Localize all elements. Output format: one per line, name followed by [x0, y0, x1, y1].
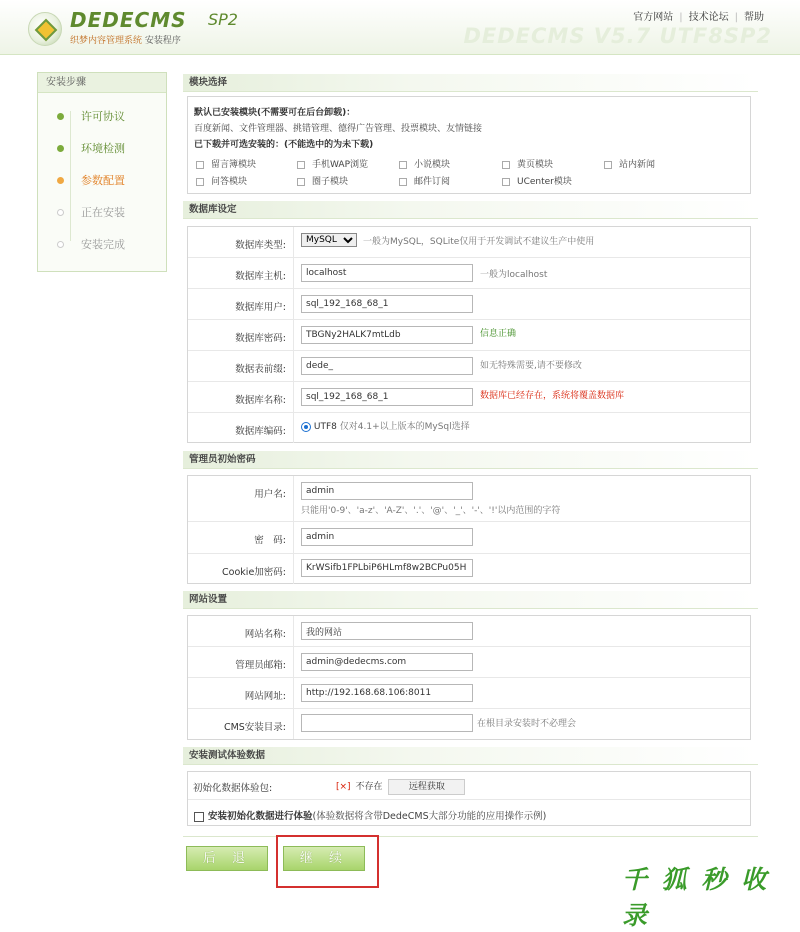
db-charset-label: 数据库编码:	[235, 426, 286, 437]
module-circle[interactable]: 圈子模块	[297, 174, 348, 187]
site-url-label: 网站网址:	[244, 691, 286, 702]
default-modules-list: 百度新闻、文件管理器、挑错管理、德得广告管理、投票模块、友情链接	[194, 124, 483, 134]
page-header	[0, 0, 800, 55]
db-type-label: 数据库类型:	[235, 240, 286, 251]
dedecms-logo-icon	[28, 12, 62, 46]
db-host-input[interactable]	[301, 264, 473, 282]
back-button[interactable]: 后 退	[186, 846, 268, 871]
admin-email-input[interactable]	[301, 653, 473, 671]
admin-user-label: 用户名:	[254, 489, 286, 500]
brand-name: 织梦内容管理系统	[70, 36, 143, 46]
module-mail-subscribe[interactable]: 邮件订阅	[399, 174, 450, 187]
program-name: 安装程序	[144, 36, 181, 46]
db-prefix-input[interactable]	[301, 357, 473, 375]
checkbox-icon[interactable]	[196, 161, 204, 169]
db-password-row	[188, 320, 750, 351]
module-qa[interactable]: 问答模块	[196, 174, 247, 187]
logo-subtitle	[70, 33, 181, 46]
module-guestbook[interactable]: 留言簿模块	[196, 157, 256, 170]
db-user-label: 数据库用户:	[235, 302, 286, 313]
install-demo-note: (体验数据将含带DedeCMS大部分功能的应用操作示例)	[312, 811, 547, 822]
db-prefix-row	[188, 351, 750, 382]
cms-dir-label: CMS安装目录:	[223, 722, 286, 733]
db-password-status: 信息正确	[480, 329, 517, 339]
step-dot-icon	[57, 209, 64, 216]
site-section-title: 网站设置	[183, 591, 758, 609]
help-link[interactable]: 帮助	[744, 12, 764, 23]
db-host-hint: 一般为localhost	[480, 270, 548, 280]
module-novel[interactable]: 小说模块	[399, 157, 450, 170]
db-type-row	[188, 227, 750, 258]
version-watermark: DEDECMS V5.7 UTF8SP2	[463, 24, 772, 48]
cms-dir-input[interactable]	[301, 714, 473, 732]
demo-box	[187, 771, 751, 826]
database-box	[187, 226, 751, 443]
checkbox-icon[interactable]	[502, 161, 510, 169]
admin-password-input[interactable]	[301, 528, 473, 546]
cms-dir-hint: 在根目录安装时不必理会	[477, 719, 577, 729]
step-complete: 安装完成	[48, 231, 168, 263]
step-dot-icon	[57, 241, 64, 248]
checkbox-icon[interactable]	[297, 161, 305, 169]
install-demo-checkbox[interactable]	[194, 812, 204, 822]
site-watermark: 千 狐 秒 收 录	[622, 865, 770, 930]
admin-password-row	[188, 522, 750, 554]
demo-package-label: 初始化数据体验包:	[193, 783, 273, 794]
checkbox-icon[interactable]	[604, 161, 612, 169]
step-dot-icon	[57, 113, 64, 120]
demo-section-title: 安装测试体验数据	[183, 747, 758, 765]
db-user-input[interactable]	[301, 295, 473, 313]
continue-highlight-box	[276, 835, 379, 888]
db-name-input[interactable]	[301, 388, 473, 406]
db-type-hint: 一般为MySQL，SQLite仅用于开发调试不建议生产中使用	[363, 237, 595, 247]
install-demo-label: 安装初始化数据进行体验	[208, 811, 313, 822]
site-url-row	[188, 678, 750, 709]
logo-version: SP2	[208, 10, 238, 29]
admin-email-label: 管理员邮箱:	[235, 660, 286, 671]
default-modules-label: 默认已安装模块(不需要可在后台卸载)：	[194, 108, 356, 118]
official-site-link[interactable]: 官方网站	[633, 12, 674, 23]
checkbox-icon[interactable]	[399, 161, 407, 169]
top-links: 官方网站 | 技术论坛 | 帮助	[633, 12, 764, 23]
cookie-key-label: Cookie加密码:	[222, 567, 286, 578]
db-user-row	[188, 289, 750, 320]
step-env-check: 环境检测	[48, 135, 168, 167]
button-divider	[183, 836, 758, 837]
checkbox-icon[interactable]	[297, 178, 305, 186]
step-dot-icon	[57, 145, 64, 152]
db-name-label: 数据库名称:	[235, 395, 286, 406]
admin-user-input[interactable]	[301, 482, 473, 500]
module-site-news[interactable]: 站内新闻	[604, 157, 655, 170]
db-charset-row	[188, 413, 750, 443]
site-name-row	[188, 616, 750, 647]
demo-package-status: 不存在	[355, 782, 383, 792]
checkbox-icon[interactable]	[196, 178, 204, 186]
db-password-input[interactable]	[301, 326, 473, 344]
site-box	[187, 615, 751, 740]
demo-install-row[interactable]	[188, 800, 750, 826]
logo-text: DEDECMS	[70, 8, 187, 32]
db-prefix-hint: 如无特殊需要,请不要修改	[480, 361, 582, 371]
admin-section-title: 管理员初始密码	[183, 451, 758, 469]
module-yellowpage[interactable]: 黄页模块	[502, 157, 553, 170]
admin-password-label: 密 码:	[254, 535, 286, 546]
utf8-option-label: UTF8	[313, 422, 337, 432]
admin-user-row	[188, 476, 750, 522]
db-charset-hint: 仅对4.1+以上版本的MySql选择	[339, 422, 470, 432]
steps-title: 安装步骤	[38, 73, 166, 93]
not-found-icon: [×]	[336, 782, 351, 792]
db-type-select[interactable]	[301, 233, 357, 247]
db-host-row	[188, 258, 750, 289]
remote-fetch-button[interactable]: 远程获取	[388, 779, 465, 795]
steps-list	[48, 103, 168, 263]
database-section-title: 数据库设定	[183, 201, 758, 219]
cookie-key-input[interactable]	[301, 559, 473, 577]
step-installing: 正在安装	[48, 199, 168, 231]
step-license: 许可协议	[48, 103, 168, 135]
module-ucenter[interactable]: UCenter模块	[502, 174, 572, 187]
cookie-key-row	[188, 554, 750, 584]
admin-email-row	[188, 647, 750, 678]
site-url-input[interactable]	[301, 684, 473, 702]
checkbox-icon[interactable]	[502, 178, 510, 186]
module-box	[187, 96, 751, 194]
forum-link[interactable]: 技术论坛	[688, 12, 729, 23]
db-name-warning: 数据库已经存在，系统将覆盖数据库	[480, 391, 625, 401]
continue-button[interactable]: 继 续	[283, 846, 365, 871]
db-name-row	[188, 382, 750, 413]
module-section-title: 模块选择	[183, 74, 758, 92]
utf8-radio[interactable]	[301, 422, 311, 432]
db-password-label: 数据库密码:	[235, 333, 286, 344]
admin-box	[187, 475, 751, 584]
admin-user-hint: 只能用'0-9'、'a-z'、'A-Z'、'.'、'@'、'_'、'-'、'!'以内范围的字符	[301, 506, 561, 516]
cms-dir-row	[188, 709, 750, 739]
install-steps-panel	[37, 72, 167, 272]
site-name-input[interactable]	[301, 622, 473, 640]
demo-package-row	[188, 772, 750, 800]
module-wap[interactable]: 手机WAP浏览	[297, 157, 368, 170]
optional-modules-label: 已下载并可选安装的：(不能选中的为未下载)	[194, 140, 374, 150]
db-host-label: 数据库主机:	[235, 271, 286, 282]
db-prefix-label: 数据表前缀:	[235, 364, 286, 375]
step-config: 参数配置	[48, 167, 168, 199]
checkbox-icon[interactable]	[399, 178, 407, 186]
site-name-label: 网站名称:	[244, 629, 286, 640]
step-dot-icon	[57, 177, 64, 184]
